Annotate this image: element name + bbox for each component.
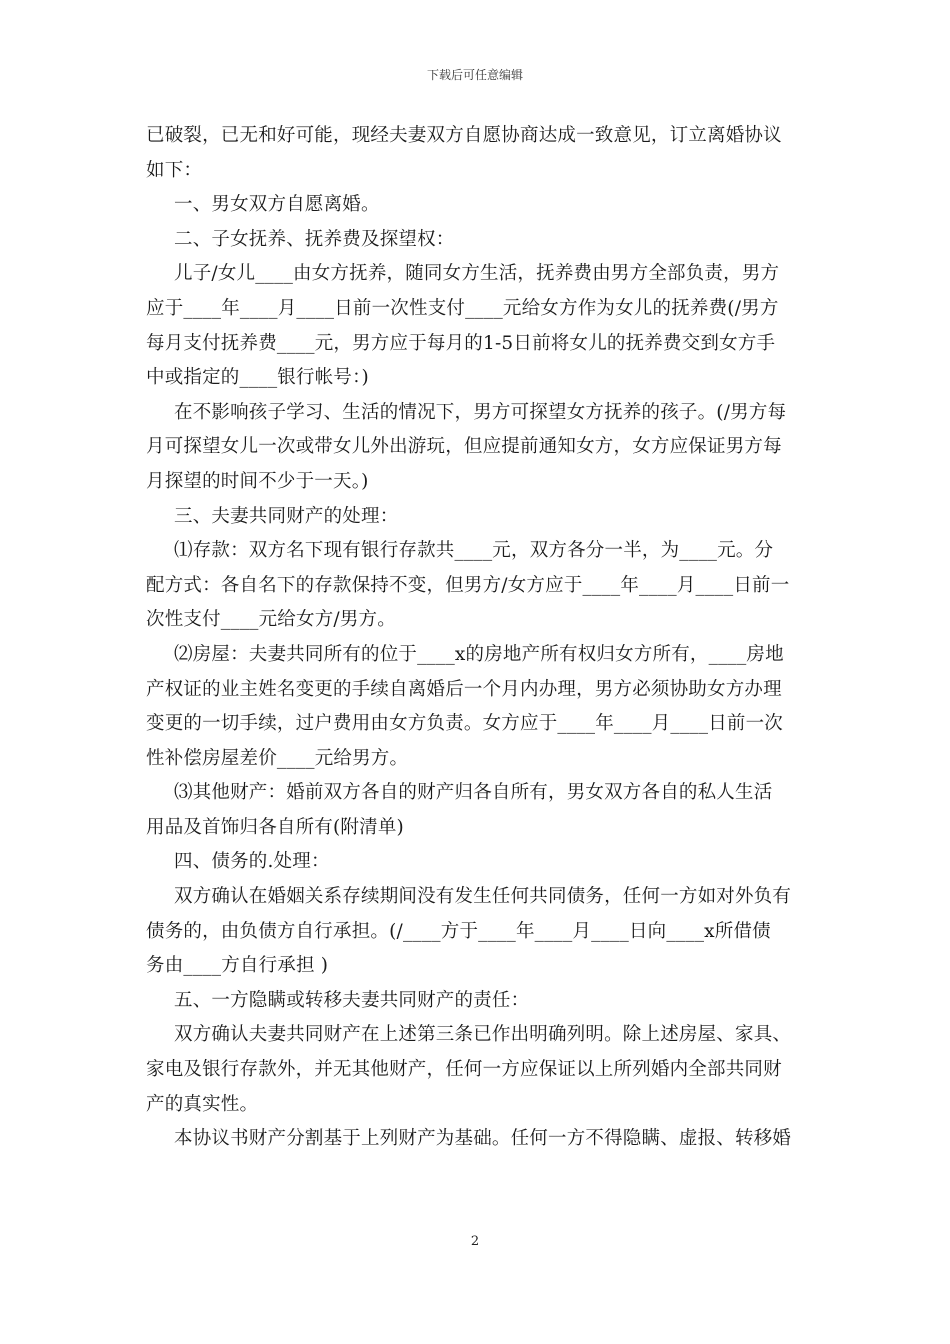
text-line: 月探望的时间不少于一天。) — [146, 470, 369, 492]
page-number: 2 — [470, 1234, 480, 1249]
text-line: 性补偿房屋差价____元给男方。 — [146, 747, 409, 769]
text-line: ⑴存款：双方名下现有银行存款共____元，双方各分一半，为____元。分 — [174, 540, 774, 562]
text-line: 月可探望女儿一次或带女儿外出游玩，但应提前通知女方，女方应保证男方每 — [146, 436, 782, 458]
text-line: 变更的一切手续，过户费用由女方负责。女方应于____年____月____日前一次 — [146, 713, 784, 735]
text-line: 务由____方自行承担 ) — [146, 955, 329, 977]
text-line: 每月支付抚养费____元，男方应于每月的1-5日前将女儿的抚养费交到女方手 — [146, 332, 776, 354]
text-line: 产权证的业主姓名变更的手续自离婚后一个月内办理，男方必须协助女方办理 — [146, 678, 782, 700]
text-line: 三、夫妻共同财产的处理： — [174, 505, 399, 527]
text-line: 双方确认在婚姻关系存续期间没有发生任何共同债务，任何一方如对外负有 — [174, 886, 792, 908]
text-line: 次性支付____元给女方/男方。 — [146, 609, 396, 631]
text-line: 在不影响孩子学习、生活的情况下，男方可探望女方抚养的孩子。(/男方每 — [174, 401, 787, 423]
text-line: 债务的，由负债方自行承担。(/____方于____年____月____日向____x所借债 — [146, 920, 771, 942]
text-line: 五、一方隐瞒或转移夫妻共同财产的责任： — [174, 989, 530, 1011]
text-line: 双方确认夫妻共同财产在上述第三条已作出明确列明。除上述房屋、家具、 — [174, 1024, 792, 1046]
page-header: 下载后可任意编辑 — [426, 68, 523, 82]
text-line: ⑵房屋：夫妻共同所有的位于____x的房地产所有权归女方所有，____房地 — [174, 643, 784, 665]
text-line: 本协议书财产分割基于上列财产为基础。任何一方不得隐瞒、虚报、转移婚 — [174, 1128, 792, 1150]
text-line: 如下： — [146, 159, 203, 181]
text-line: 产的真实性。 — [146, 1093, 259, 1115]
text-line: 二、子女抚养、抚养费及探望权： — [174, 228, 455, 250]
document-body — [146, 119, 806, 1157]
text-line: 中或指定的____银行帐号：) — [146, 367, 369, 389]
text-line: 应于____年____月____日前一次性支付____元给女方作为女儿的抚养费(/男方 — [146, 297, 779, 319]
text-line: 四、债务的.处理： — [174, 851, 330, 873]
text-line: 已破裂，已无和好可能，现经夫妻双方自愿协商达成一致意见，订立离婚协议 — [146, 125, 782, 146]
text-line: 用品及首饰归各自所有(附清单) — [146, 816, 404, 838]
text-line: 配方式：各自名下的存款保持不变，但男方/女方应于____年____月____日前一 — [146, 574, 790, 596]
text-line: 家电及银行存款外，并无其他财产，任何一方应保证以上所列婚内全部共同财 — [146, 1059, 782, 1081]
text-line: 儿子/女儿____由女方抚养，随同女方生活，抚养费由男方全部负责，男方 — [174, 263, 780, 285]
text-line: 一、男女双方自愿离婚。 — [174, 194, 380, 216]
text-line: ⑶其他财产：婚前双方各自的财产归各自所有，男女双方各自的私人生活 — [174, 782, 773, 804]
